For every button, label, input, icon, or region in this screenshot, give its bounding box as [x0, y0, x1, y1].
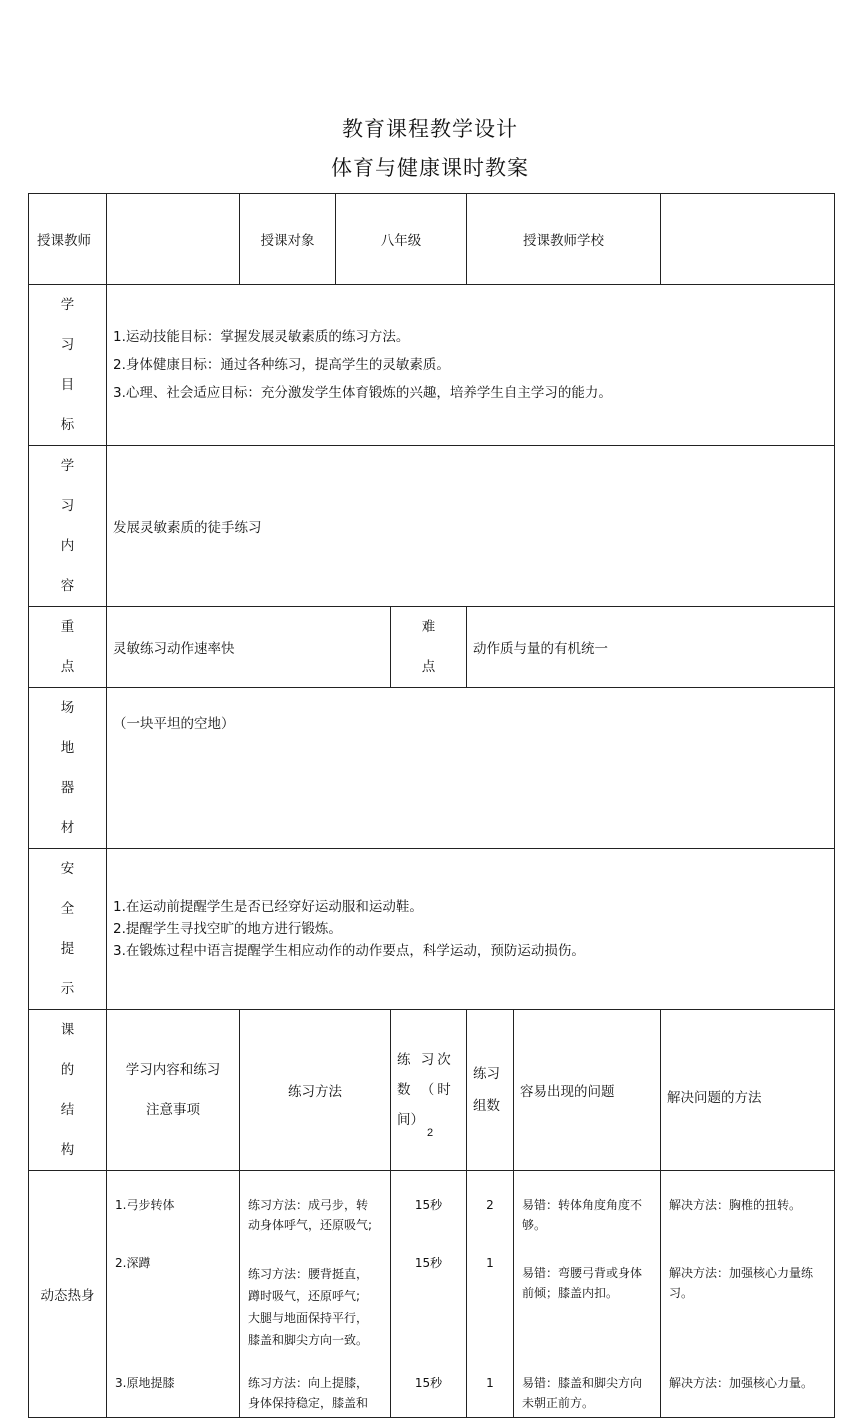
sets-column-header: 练习 组数: [467, 1010, 514, 1171]
venue-label: [29, 688, 107, 849]
exercise-problem: 易错：转体角度角度不 够。: [522, 1198, 643, 1232]
teacher-label: 授课教师: [29, 194, 107, 285]
document-subtitle: 体育与健康课时教案: [331, 156, 529, 180]
warmup-problems-cell: [514, 1171, 661, 1418]
goals-list: [107, 285, 835, 446]
structure-label-line1: 课 的: [60, 1022, 87, 1078]
safety-row: [29, 849, 835, 1010]
exercise-reps: 15秒: [414, 1256, 443, 1270]
lesson-plan-table: [28, 193, 835, 1418]
structure-label: [29, 1010, 107, 1171]
solutions-column-header: 解决问题的方法: [661, 1010, 835, 1171]
goal-item: 3.心理、社会适应目标：充分激发学生体育锻炼的兴趣，培养学生自主学习的能力。: [113, 385, 612, 401]
exercise-solution: 解决方法：加强核心力量练 习。: [669, 1266, 814, 1300]
safety-item: 1.在运动前提醒学生是否已经穿好运动服和运动鞋。: [113, 899, 423, 915]
warmup-methods-cell: [240, 1171, 391, 1418]
key-point-label: 重 点: [29, 607, 107, 688]
exercise-method: 练习方法：腰背挺直， 蹲时吸气，还原呼气; 大腿与地面保持平行， 膝盖和脚尖方向一致。: [248, 1267, 369, 1347]
exercise-solution: 解决方法：加强核心力量。: [669, 1376, 814, 1390]
venue-label-line1: 场 地: [60, 700, 87, 756]
key-points-row: [29, 607, 835, 688]
structure-label-line2: 结 构: [60, 1102, 87, 1158]
goals-label-line1: 学 习: [60, 297, 87, 353]
venue-row: [29, 688, 835, 849]
school-value: [661, 194, 835, 285]
exercise-sets: 2: [486, 1198, 494, 1212]
page-number: 2: [426, 1127, 434, 1139]
exercise-sets: 1: [486, 1376, 494, 1390]
exercise-problem: 易错：膝盖和脚尖方向 未朝正前方。: [522, 1376, 643, 1410]
exercise-solution: 解决方法：胸椎的扭转。: [669, 1198, 802, 1212]
warmup-sets-cell: [467, 1171, 514, 1418]
goals-label: [29, 285, 107, 446]
warmup-names-cell: [107, 1171, 240, 1418]
structure-header-row: [29, 1010, 835, 1171]
difficulty-label: 难 点: [391, 607, 467, 688]
goal-item: 1.运动技能目标：掌握发展灵敏素质的练习方法。: [113, 329, 410, 345]
venue-label-line2: 器 材: [60, 780, 87, 836]
key-point-value: 灵敏练习动作速率快: [107, 607, 391, 688]
safety-item: 2.提醒学生寻找空旷的地方进行锻炼。: [113, 921, 342, 937]
warmup-row: [29, 1171, 835, 1418]
teacher-value: [107, 194, 240, 285]
content-row: [29, 446, 835, 607]
exercise-problem: 易错：弯腰弓背或身体 前倾；膝盖内扣。: [522, 1266, 643, 1300]
warmup-reps-cell: [391, 1171, 467, 1418]
safety-label-line1: 安 全: [60, 861, 87, 917]
safety-label-line2: 提 示: [60, 941, 87, 997]
exercise-name: 3.原地提膝: [115, 1376, 175, 1390]
difficulty-value: 动作质与量的有机统一: [467, 607, 835, 688]
exercise-sets: 1: [486, 1256, 494, 1270]
info-row: [29, 194, 835, 285]
safety-item: 3.在锻炼过程中语言提醒学生相应动作的动作要点，科学运动，预防运动损伤。: [113, 943, 585, 959]
document-title: 教育课程教学设计: [342, 117, 518, 141]
exercise-name: 2.深蹲: [115, 1256, 151, 1270]
target-value: 八年级: [336, 194, 467, 285]
reps-column-header: 练 习次 数 （时 间）: [391, 1010, 467, 1171]
content-value: 发展灵敏素质的徒手练习: [107, 446, 835, 607]
exercise-method: 练习方法：成弓步，转 动身体呼气，还原吸气;: [248, 1198, 373, 1232]
safety-list: [107, 849, 835, 1010]
content-label: [29, 446, 107, 607]
target-label: 授课对象: [240, 194, 336, 285]
content-column-header: 学习内容和练习 注意事项: [107, 1010, 240, 1171]
venue-value: （一块平坦的空地）: [107, 688, 835, 849]
goals-row: [29, 285, 835, 446]
content-label-line2: 内 容: [60, 538, 87, 594]
exercise-reps: 15秒: [414, 1198, 443, 1212]
exercise-method: 练习方法：向上提膝， 身体保持稳定，膝盖和: [248, 1376, 369, 1410]
goal-item: 2.身体健康目标：通过各种练习，提高学生的灵敏素质。: [113, 357, 450, 373]
warmup-label: 动态热身: [29, 1171, 107, 1418]
warmup-solutions-cell: [661, 1171, 835, 1418]
school-label: 授课教师学校: [467, 194, 661, 285]
exercise-name: 1.弓步转体: [115, 1198, 175, 1212]
method-column-header: 练习方法: [240, 1010, 391, 1171]
content-label-line1: 学 习: [60, 458, 87, 514]
exercise-reps: 15秒: [414, 1376, 443, 1390]
problems-column-header: 容易出现的问题: [514, 1010, 661, 1171]
safety-label: [29, 849, 107, 1010]
goals-label-line2: 目 标: [60, 377, 87, 433]
